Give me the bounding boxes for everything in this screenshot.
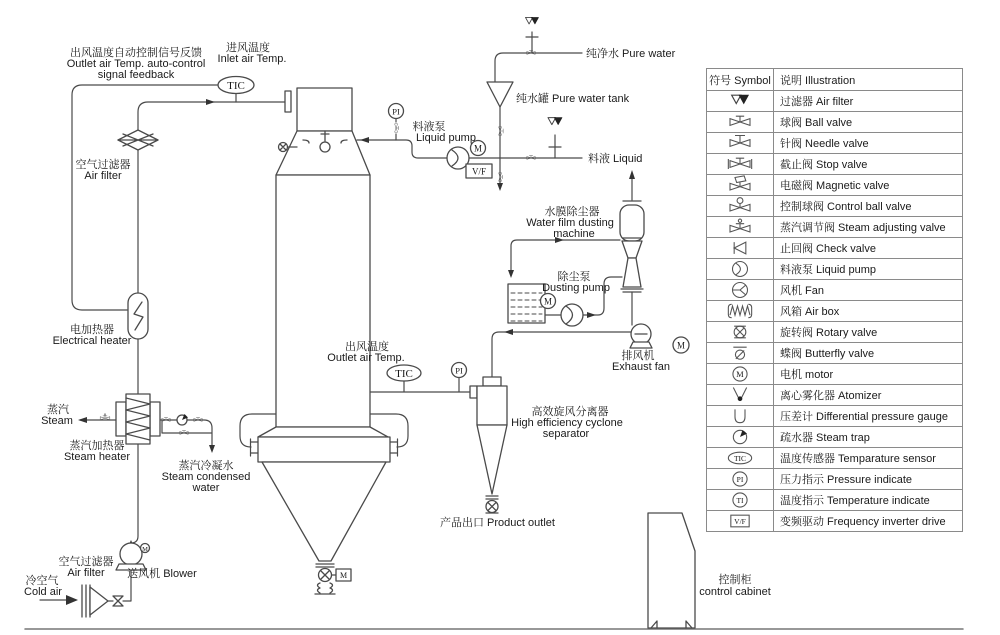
pure-water-filter-icon bbox=[526, 17, 539, 24]
air-filter-top-label-zh: 空气过滤器 bbox=[75, 159, 131, 171]
legend-row bbox=[707, 511, 963, 532]
cold-air-label-en: Cold air bbox=[24, 586, 62, 598]
legend-row bbox=[707, 91, 963, 112]
electrical-heater-icon bbox=[128, 293, 148, 339]
legend-label: 球阀 Ball valve bbox=[774, 112, 963, 133]
steam-heater-icon bbox=[116, 394, 160, 444]
tower-cone bbox=[262, 462, 386, 561]
dusting-pump-icon bbox=[561, 304, 583, 326]
legend-row bbox=[707, 280, 963, 301]
legend-row bbox=[707, 133, 963, 154]
rotary-valve-icon bbox=[720, 322, 760, 342]
pi-branch-valve-icon bbox=[395, 124, 399, 132]
control-cabinet-icon bbox=[648, 513, 695, 628]
liquid-pump-icon bbox=[720, 259, 760, 279]
steam-adjusting-valve-icon bbox=[100, 414, 110, 420]
wfd-label-zh: 水膜除尘器 bbox=[544, 206, 600, 218]
cabinet-label-zh: 控制柜 bbox=[718, 574, 752, 586]
steam-heater-label-zh: 蒸汽加热器 bbox=[69, 440, 125, 452]
feedback-label-zh: 出风温度自动控制信号反馈 bbox=[70, 47, 202, 59]
pure-water-tank-icon bbox=[487, 82, 513, 107]
inlet-temp-label-zh: 进风温度 bbox=[226, 42, 270, 54]
air-inlet-flange bbox=[285, 91, 291, 112]
steam-label-en: Steam bbox=[41, 415, 73, 427]
legend-label: 温度指示 Temperature indicate bbox=[774, 490, 963, 511]
legend-row bbox=[707, 490, 963, 511]
liquid-pump-label-zh: 料液泵 bbox=[412, 121, 446, 133]
inlet-temp-label-en: Inlet air Temp. bbox=[217, 53, 287, 65]
condensate-fittings bbox=[177, 414, 188, 425]
legend-label: 温度传感器 Temparature sensor bbox=[774, 448, 963, 469]
cold-air-label-zh: 冷空气 bbox=[25, 575, 59, 587]
legend-row bbox=[707, 385, 963, 406]
steam-heater-label-en: Steam heater bbox=[63, 451, 131, 463]
legend-label: 止回阀 Check valve bbox=[774, 238, 963, 259]
svg-text:TI: TI bbox=[736, 495, 744, 505]
legend-header-row bbox=[707, 69, 963, 91]
legend-label: 电磁阀 Magnetic valve bbox=[774, 175, 963, 196]
water-tank-icon bbox=[508, 284, 545, 323]
tower-body bbox=[276, 175, 370, 427]
legend-row bbox=[707, 469, 963, 490]
legend-row bbox=[707, 196, 963, 217]
air-box-icon bbox=[720, 301, 760, 321]
legend-row bbox=[707, 259, 963, 280]
dusting-label-zh: 除尘泵 bbox=[557, 271, 591, 283]
legend-header-illustration: 说明 Illustration bbox=[774, 69, 963, 91]
legend-row bbox=[707, 217, 963, 238]
legend-label: 蒸汽调节阀 Steam adjusting valve bbox=[774, 217, 963, 238]
ball-valve-icon bbox=[720, 112, 760, 132]
outlet-temp-label-en: Outlet air Temp. bbox=[327, 352, 405, 364]
legend-label: 控制球阀 Control ball valve bbox=[774, 196, 963, 217]
steam-trap-icon bbox=[720, 427, 760, 447]
legend-header-symbol: 符号 Symbol bbox=[707, 69, 774, 91]
frequency-inverter-icon bbox=[720, 511, 760, 531]
legend-label: 电机 motor bbox=[774, 364, 963, 385]
air-filter-bottom-label-en: Air filter bbox=[67, 567, 105, 579]
wfd-label-en2: machine bbox=[553, 228, 595, 240]
liquid-label: 料液 Liquid bbox=[588, 153, 643, 165]
legend-row bbox=[707, 175, 963, 196]
air-filter-bottom-icon bbox=[90, 587, 108, 615]
blower-label: 送风机 Blower bbox=[127, 568, 197, 580]
svg-text:V/F: V/F bbox=[734, 516, 746, 526]
feedback-label-en1: Outlet air Temp. auto-control bbox=[66, 58, 206, 70]
cyclone-exhaust-line bbox=[492, 332, 631, 377]
pi-text: PI bbox=[455, 365, 463, 376]
legend-label: 旋转阀 Rotary valve bbox=[774, 322, 963, 343]
legend-label: 疏水器 Steam trap bbox=[774, 427, 963, 448]
vf-text: V/F bbox=[471, 166, 487, 177]
cyclone-label-en2: separator bbox=[542, 428, 590, 440]
pi-text: PI bbox=[392, 106, 400, 117]
blower-group bbox=[82, 543, 146, 617]
cyclone-separator-icon bbox=[470, 377, 507, 513]
stop-valve-icon bbox=[720, 154, 760, 174]
wfd-label-en1: Water film dusting bbox=[526, 217, 614, 229]
flex-connector bbox=[315, 583, 335, 594]
water-film-duster-icon bbox=[620, 201, 644, 292]
svg-text:PI: PI bbox=[736, 474, 744, 484]
product-outlet-label: 产品出口 Product outlet bbox=[440, 517, 555, 529]
liquid-filter-icon bbox=[548, 118, 562, 125]
legend-row bbox=[707, 154, 963, 175]
dusting-label-en: Dusting pump bbox=[542, 282, 610, 294]
legend-label: 变频驱动 Frequency inverter drive bbox=[774, 511, 963, 532]
legend-row bbox=[707, 112, 963, 133]
legend-label: 离心雾化器 Atomizer bbox=[774, 385, 963, 406]
steam-label-zh: 蒸汽 bbox=[47, 404, 69, 416]
feedback-label-en2: signal feedback bbox=[97, 69, 175, 81]
legend-label: 过滤器 Air filter bbox=[774, 91, 963, 112]
pure-water-tank-label: 纯水罐 Pure water tank bbox=[516, 93, 630, 105]
air-filter-bottom-label-zh: 空气过滤器 bbox=[58, 556, 114, 568]
scrubber-water-line bbox=[511, 240, 620, 272]
motor-text: M bbox=[473, 143, 483, 154]
hot-air-box bbox=[297, 88, 352, 131]
legend-row bbox=[707, 364, 963, 385]
legend-row bbox=[707, 322, 963, 343]
steam-adjusting-valve-icon bbox=[720, 217, 760, 237]
check-valve-icon bbox=[720, 238, 760, 258]
legend-row bbox=[707, 301, 963, 322]
legend-label: 针阀 Needle valve bbox=[774, 133, 963, 154]
liquid-pump-label-en: Liquid pump bbox=[416, 132, 476, 144]
liquid-filter-stem bbox=[549, 135, 561, 158]
motor-text: M bbox=[142, 546, 148, 553]
condensed-label-en2: water bbox=[192, 482, 220, 494]
tower-band bbox=[258, 437, 390, 462]
cyclone-label-zh: 高效旋风分离器 bbox=[531, 406, 609, 418]
butterfly-valve-icon bbox=[720, 343, 760, 363]
motor-text: M bbox=[676, 340, 686, 351]
legend-row bbox=[707, 406, 963, 427]
pressure-indicate-icon bbox=[720, 469, 760, 489]
legend-label: 压差计 Differential pressure gauge bbox=[774, 406, 963, 427]
differential-pressure-gauge-icon bbox=[720, 406, 760, 426]
motor-text: M bbox=[543, 296, 553, 307]
legend-table bbox=[706, 68, 963, 532]
legend-row bbox=[707, 343, 963, 364]
air-filter-top-icon bbox=[118, 130, 158, 150]
air-filter-top-label-en: Air filter bbox=[84, 170, 122, 182]
condensed-label-zh: 蒸汽冷凝水 bbox=[178, 460, 234, 472]
legend-label: 蝶阀 Butterfly valve bbox=[774, 343, 963, 364]
legend-label: 风机 Fan bbox=[774, 280, 963, 301]
legend-row bbox=[707, 238, 963, 259]
temperature-sensor-icon bbox=[720, 448, 760, 468]
elec-heater-label-zh: 电加热器 bbox=[70, 324, 114, 336]
temperature-indicate-icon bbox=[720, 490, 760, 510]
svg-text:TIC: TIC bbox=[733, 453, 747, 463]
motor-icon bbox=[720, 364, 760, 384]
legend-label: 压力指示 Pressure indicate bbox=[774, 469, 963, 490]
legend-label: 截止阀 Stop valve bbox=[774, 154, 963, 175]
motor-text: M bbox=[339, 571, 348, 580]
exhaust-label-en: Exhaust fan bbox=[611, 361, 671, 373]
tic-text: TIC bbox=[227, 80, 245, 92]
needle-valve-icon bbox=[499, 127, 504, 135]
air-filter-icon bbox=[720, 91, 760, 111]
tic-text: TIC bbox=[395, 368, 413, 380]
legend-label: 风箱 Air box bbox=[774, 301, 963, 322]
pure-water-line bbox=[495, 32, 582, 82]
butterfly-valve-icon bbox=[113, 596, 123, 601]
magnetic-valve-icon bbox=[720, 175, 760, 195]
legend-label: 料液泵 Liquid pump bbox=[774, 259, 963, 280]
elec-heater-label-en: Electrical heater bbox=[52, 335, 132, 347]
exhaust-label-zh: 排风机 bbox=[621, 350, 655, 362]
cyclone-label-en1: High efficiency cyclone bbox=[511, 417, 623, 429]
svg-text:M: M bbox=[736, 369, 744, 379]
blower-fan-icon bbox=[120, 543, 142, 565]
exhaust-fan-icon bbox=[630, 324, 652, 348]
fan-icon bbox=[720, 280, 760, 300]
outlet-temp-label-zh: 出风温度 bbox=[345, 341, 389, 353]
legend-row bbox=[707, 427, 963, 448]
atomizer-icon bbox=[720, 385, 760, 405]
condensed-label-en1: Steam condensed bbox=[161, 471, 251, 483]
feedback-signal-line bbox=[72, 85, 218, 310]
legend-row bbox=[707, 448, 963, 469]
control-ball-valve-icon bbox=[720, 196, 760, 216]
atomizer-icon bbox=[320, 142, 330, 152]
cabinet-label-en: control cabinet bbox=[699, 586, 771, 598]
pure-water-label: 纯净水 Pure water bbox=[586, 48, 676, 60]
needle-valve-icon bbox=[720, 133, 760, 153]
